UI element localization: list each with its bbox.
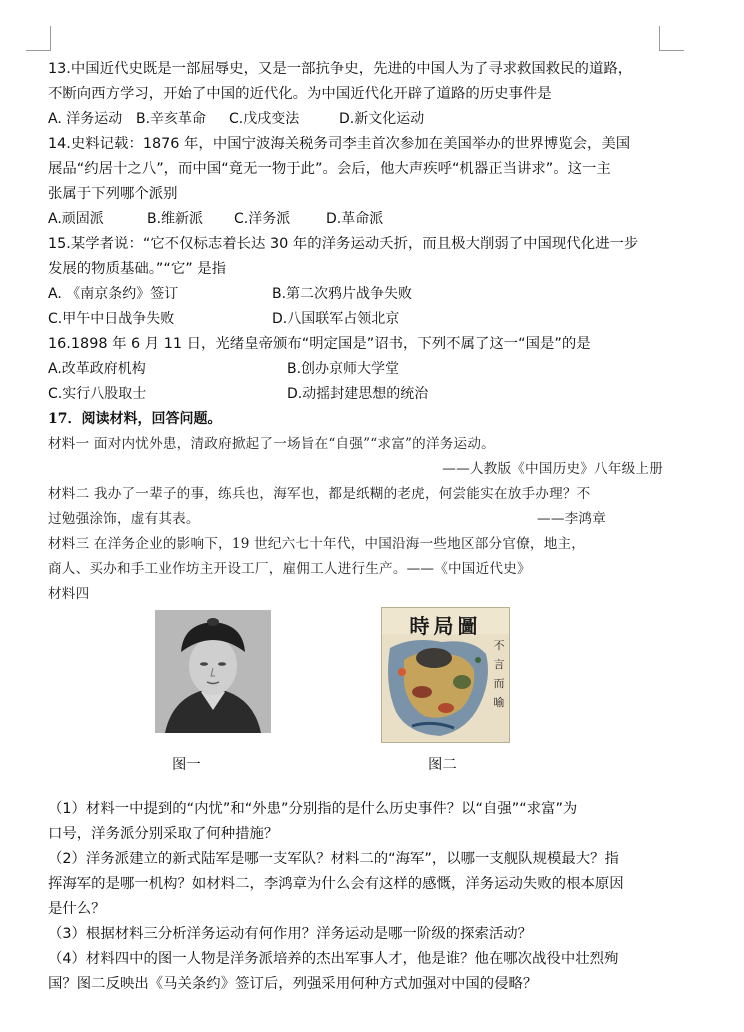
side-char: 言 (493, 658, 505, 671)
sub-question-1-line2: 口号，洋务派分别采取了何种措施？ (48, 826, 279, 842)
material-1-source: ——人教版《中国历史》八年级上册 (442, 461, 663, 477)
exam-content (48, 57, 663, 997)
option-a: A. 洋务运动 (48, 111, 123, 127)
material-4-label: 材料四 (48, 586, 90, 602)
option-c: C.戊戌变法 (229, 111, 300, 127)
material-3: 材料三 在洋务企业的影响下，19 世纪六七十年代，中国沿海一些地区部分官僚，地主， (48, 536, 586, 552)
option-d: D.新文化运动 (339, 111, 425, 127)
material-2-source: ——李鸿章 (537, 511, 606, 527)
side-char: 喻 (493, 696, 505, 709)
options-row (48, 307, 663, 332)
question-17 (48, 407, 663, 997)
sub-question-1: （1）材料一中提到的“内忧”和“外患”分别指的是什么历史事件？以“自强”“求富”为 (48, 801, 578, 817)
side-char: 而 (493, 677, 505, 690)
question-text: 15.某学者说：“它不仅标志着长达 30 年的洋务运动夭折，而且极大削弱了中国现代化进一步 (48, 236, 639, 252)
question-text: 16.1898 年 6 月 11 日，光绪皇帝颁布“明定国是”诏书，下列不属了这一“国是”的是 (48, 336, 591, 352)
material-1: 材料一 面对内忧外患，清政府掀起了一场旨在“自强”“求富”的洋务运动。 (48, 436, 495, 452)
question-13 (48, 57, 663, 132)
sub-question-4: （4）材料四中的图一人物是洋务派培养的杰出军事人才，他是谁？他在哪次战役中壮烈殉 (48, 951, 619, 967)
cartoon-side-text (492, 636, 506, 712)
page-corner-mark-top-left (26, 26, 51, 51)
material-2: 材料二 我办了一辈子的事，练兵也，海军也，都是纸糊的老虎，何尝能实在放手办理？不 (48, 486, 591, 502)
question-heading: 17．阅读材料，回答问题。 (48, 411, 222, 427)
cartoon-title: 時局圖 (409, 614, 482, 638)
cartoon-map (381, 607, 510, 743)
option-c: C.洋务派 (234, 211, 291, 227)
material-2-text: 过勉强涂饰，虚有其表。 (48, 511, 200, 527)
option-b: B.第二次鸦片战争失败 (272, 286, 413, 302)
sub-question-4-line2: 国？图二反映出《马关条约》签订后，列强采用何种方式加强对中国的侵略？ (48, 976, 538, 992)
option-b: B.维新派 (147, 211, 204, 227)
sub-question-2-line2: 挥海军的是哪一机构？如材料二，李鸿章为什么会有这样的感慨，洋务运动失败的根本原因 (48, 876, 624, 892)
option-d: D.革命派 (326, 211, 384, 227)
question-15 (48, 232, 663, 332)
question-16 (48, 332, 663, 407)
side-char: 不 (493, 639, 505, 652)
option-c: C.甲午中日战争失败 (48, 311, 175, 327)
options-row (48, 282, 663, 307)
sub-question-3: （3）根据材料三分析洋务运动有何作用？洋务运动是哪一阶级的探索活动？ (48, 926, 533, 942)
option-a: A.改革政府机构 (48, 361, 146, 377)
material-3-line2: 商人、买办和手工业作坊主开设工厂，雇佣工人进行生产。——《中国近代史》 (48, 561, 531, 577)
option-d: D.动摇封建思想的统治 (287, 386, 429, 402)
option-d: D.八国联军占领北京 (272, 311, 400, 327)
figure-2-caption: 图二 (428, 757, 457, 773)
option-a: A.顽固派 (48, 211, 104, 227)
figure-1-caption: 图一 (172, 757, 201, 773)
question-text: 14.史料记载：1876 年，中国宁波海关税务司李圭首次参加在美国举办的世界博览会，美国 (48, 136, 631, 152)
figures-row (48, 607, 663, 797)
page-corner-mark-top-right (659, 26, 684, 51)
sub-question-2: （2）洋务派建立的新式陆军是哪一支军队？材料二的“海军”，以哪一支舰队规模最大？指 (48, 851, 619, 867)
question-14 (48, 132, 663, 232)
option-b: B.创办京师大学堂 (287, 361, 400, 377)
question-text: 13.中国近代史既是一部屈辱史，又是一部抗争史，先进的中国人为了寻求救国救民的道路， (48, 61, 633, 77)
portrait-photo (155, 610, 271, 733)
question-text: 不断向西方学习，开始了中国的近代化。为中国近代化开辟了道路的历史事件是 (48, 86, 552, 102)
options-row (48, 357, 663, 382)
options-row (48, 382, 663, 407)
option-a: A. 《南京条约》签订 (48, 286, 179, 302)
option-c: C.实行八股取士 (48, 386, 147, 402)
question-text: 张属于下列哪个派别 (48, 186, 178, 202)
options-row (48, 107, 663, 132)
option-b: B.辛亥革命 (136, 111, 207, 127)
options-row (48, 207, 663, 232)
question-text: 展品“约居十之八”，而中国“竟无一物于此”。会后，他大声疾呼“机器正当讲求”。这一主 (48, 161, 611, 177)
sub-question-2-line3: 是什么？ (48, 901, 106, 917)
question-text: 发展的物质基础。”“它” 是指 (48, 261, 227, 277)
portrait-image (155, 610, 271, 733)
material-2-line2 (48, 507, 663, 532)
